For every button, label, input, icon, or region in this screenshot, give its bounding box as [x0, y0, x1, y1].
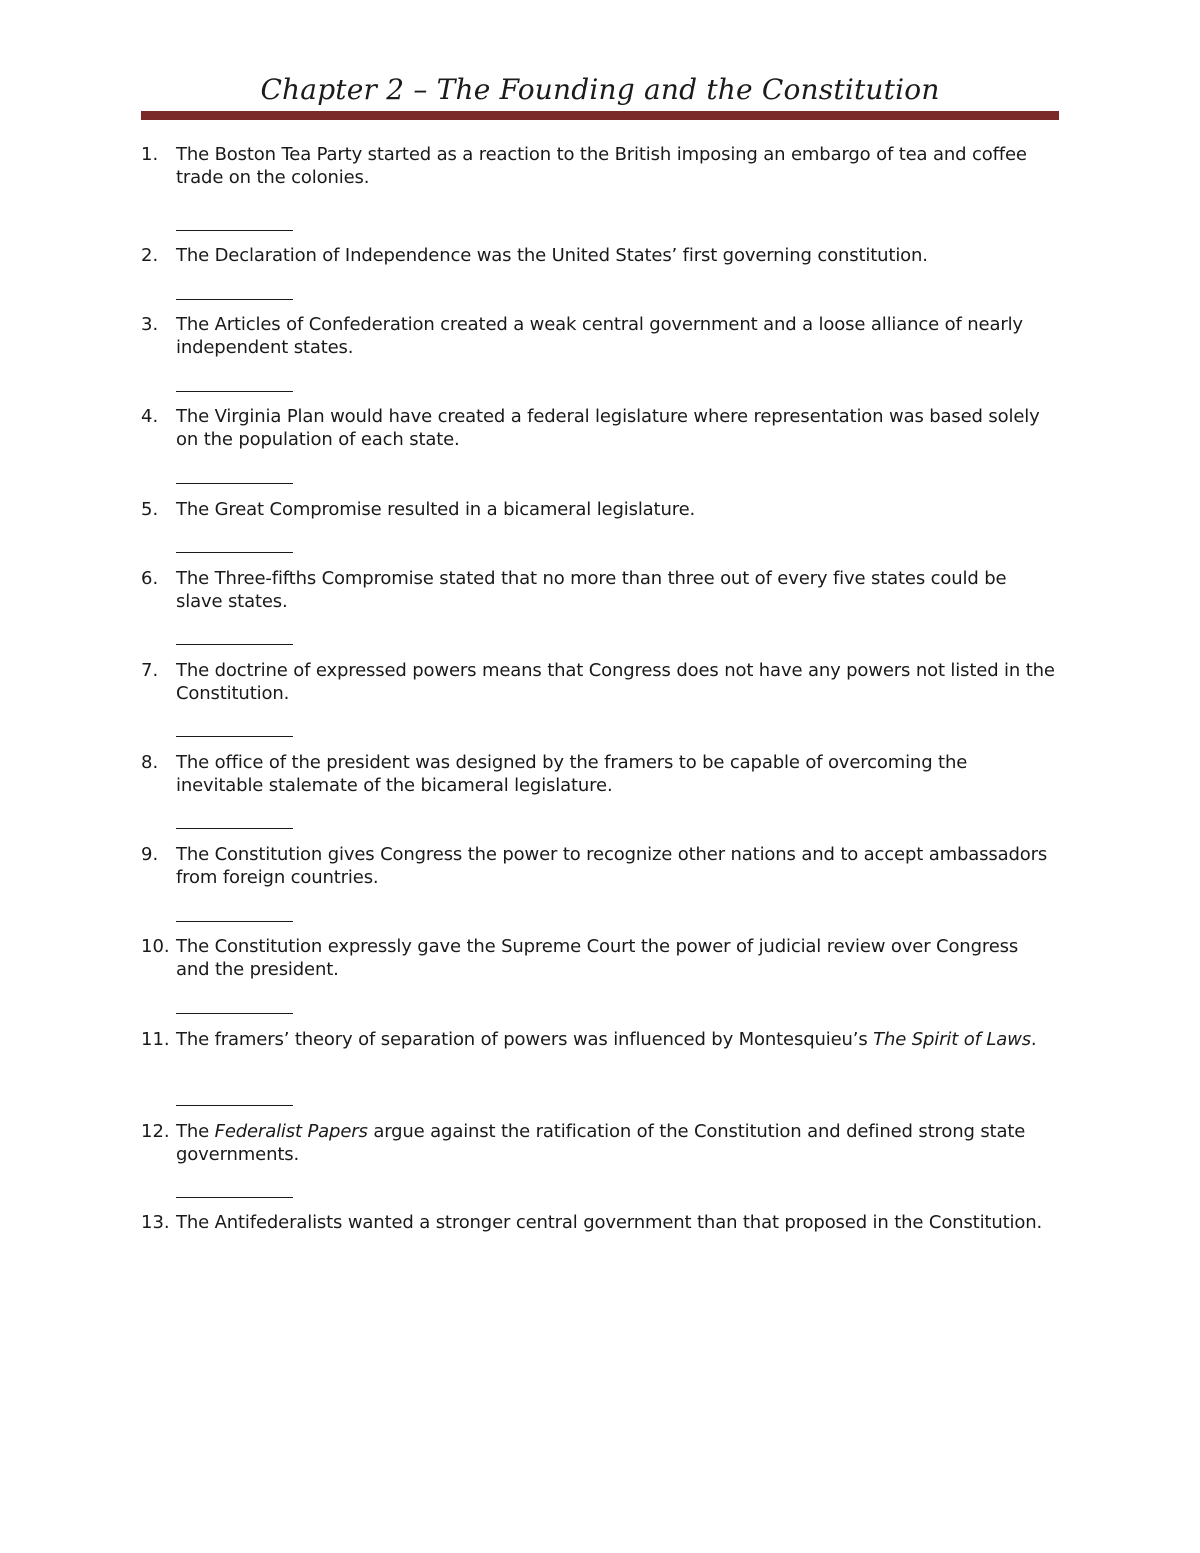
question-number: 6.	[141, 568, 159, 589]
question-text-part: The	[176, 1121, 215, 1142]
question-number: 8.	[141, 752, 159, 773]
answer-blank[interactable]	[176, 828, 293, 829]
question-text: The Articles of Confederation created a weak central government and a loose alliance of nearly independent states.	[176, 314, 1023, 358]
answer-blank[interactable]	[176, 644, 293, 645]
question-text	[176, 1120, 1056, 1166]
answer-blank[interactable]	[176, 1105, 293, 1106]
question-text-part: .	[1030, 1029, 1037, 1050]
question-text: The Boston Tea Party started as a reaction to the British imposing an embargo of tea and coffee trade on the colonies.	[176, 144, 1027, 188]
question-number: 7.	[141, 660, 159, 681]
question-text: The Great Compromise resulted in a bicameral legislature.	[176, 499, 696, 520]
question-text: The doctrine of expressed powers means that Congress does not have any powers not listed in the Constitution.	[176, 660, 1055, 704]
answer-blank[interactable]	[176, 736, 293, 737]
question-number: 13.	[141, 1212, 170, 1233]
question-number: 1.	[141, 144, 159, 165]
book-title: The Spirit of Laws	[873, 1029, 1031, 1050]
question-text: The Declaration of Independence was the United States’ first governing constitution.	[176, 245, 928, 266]
answer-blank[interactable]	[176, 483, 293, 484]
answer-blank[interactable]	[176, 552, 293, 553]
question-text: The Constitution expressly gave the Supreme Court the power of judicial review over Congress and the president.	[176, 936, 1019, 980]
answer-blank[interactable]	[176, 391, 293, 392]
question-text: The Virginia Plan would have created a federal legislature where representation was based solely on the population of each state.	[176, 406, 1040, 450]
question-number: 2.	[141, 245, 159, 266]
answer-blank[interactable]	[176, 230, 293, 231]
question-text: The Antifederalists wanted a stronger central government than that proposed in the Constitution.	[176, 1212, 1043, 1233]
answer-blank[interactable]	[176, 1013, 293, 1014]
question-number: 3.	[141, 314, 159, 335]
question-text: The Constitution gives Congress the power to recognize other nations and to accept ambassadors from foreign countries.	[176, 844, 1048, 888]
question-text	[176, 1028, 1056, 1051]
page-title: Chapter 2 – The Founding and the Constitution	[260, 73, 940, 106]
question-text-part: argue against the ratification of the Constitution and defined strong state governments.	[176, 1121, 1026, 1165]
question-text: The office of the president was designed by the framers to be capable of overcoming the inevitable stalemate of the bicameral legislature.	[176, 752, 968, 796]
question-number: 12.	[141, 1121, 170, 1142]
publication-title: Federalist Papers	[214, 1121, 368, 1142]
question-number: 9.	[141, 844, 159, 865]
question-number: 4.	[141, 406, 159, 427]
answer-blank[interactable]	[176, 1197, 293, 1198]
answer-blank[interactable]	[176, 921, 293, 922]
question-number: 10.	[141, 936, 170, 957]
question-number: 5.	[141, 499, 159, 520]
question-text-part: The framers’ theory of separation of powers was influenced by Montesquieu’s	[176, 1029, 874, 1050]
question-text: The Three-fifths Compromise stated that no more than three out of every five states could be slave states.	[176, 568, 1007, 612]
question-number: 11.	[141, 1029, 170, 1050]
answer-blank[interactable]	[176, 299, 293, 300]
